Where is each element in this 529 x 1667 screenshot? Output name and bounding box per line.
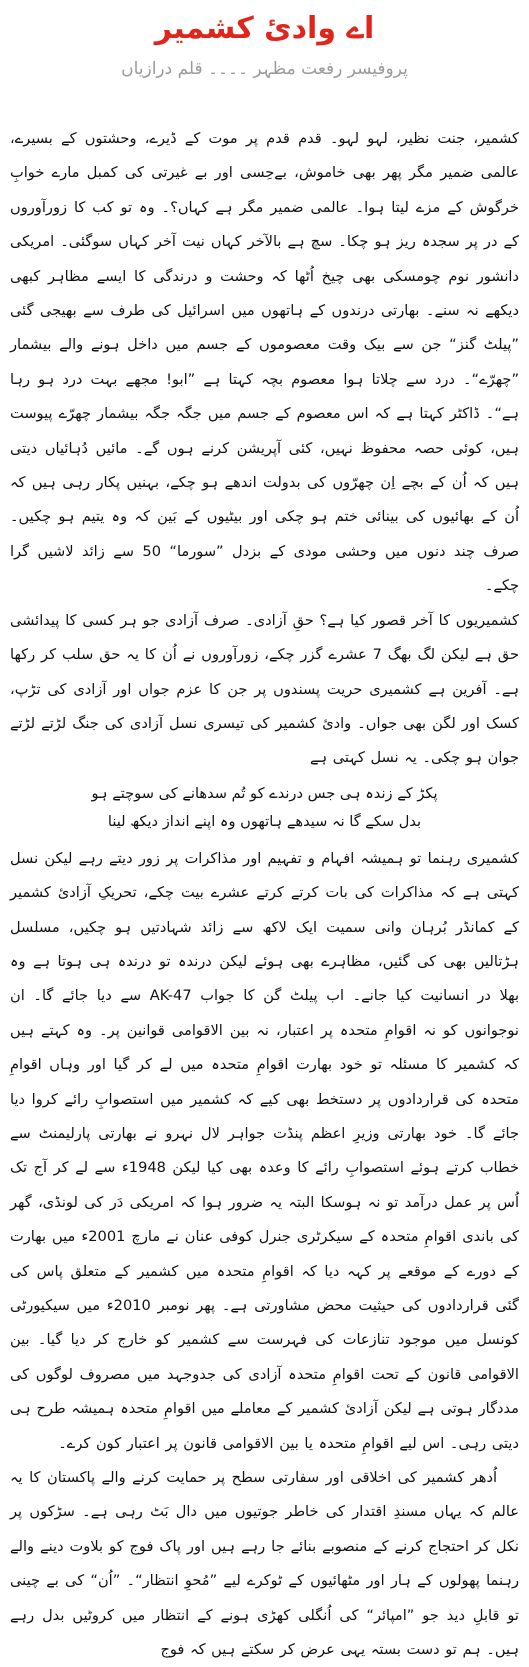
couplet-line-1: پکڑ کے زندہ ہی جس درندے کو تُم سدھانے کی سوچتے ہو xyxy=(91,784,438,802)
article-paragraph-3: کشمیری رہنما تو ہمیشہ افہام و تفہیم اور مذاکرات پر زور دیتے رہے لیکن نسل کہتی ہے کہ مذاکرات کی بات کرتے کرتے عشرے بیت چکے، تحریکِ آزادیٔ کشمیر کے کمانڈر بُرہان وانی سمیت ایک لاکھ سے زائد شہادتیں ہو چکیں، مسلسل ہڑتالیں بھی کی گئیں، مظاہرے بھی ہوئے لیکن درندہ تو درندہ ہی ہوتا ہے وہ بھلا در انسانیت کیا جانے۔ اب پیلٹ گن کا جواب AK-47 سے دیا جائے گا۔ ان نوجوانوں کو نہ اقوامِ متحدہ پر اعتبار، نہ بین الاقوامی قوانین پر۔ وہ کہتے ہیں کہ کشمیر کا مسئلہ تو خود بھارت اقوامِ متحدہ میں لے کر گیا اور وہاں اقوامِ متحدہ کی قراردادوں پر دستخط بھی کیے کہ کشمیر میں استصوابِ رائے کروا دیا جائے گا۔ خود بھارتی وزیرِ اعظم پنڈت جواہر لال نہرو نے بھارتی پارلیمنٹ سے خطاب کرتے ہوئے استصوابِ رائے کا وعدہ بھی کیا لیکن 1948ء سے لے کر آج تک اُس پر عمل درآمد تو نہ ہوسکا البتہ یہ ضرور ہوا کہ امریکی دَر کی لونڈی، گھر کی باندی اقوامِ متحدہ کے سیکرٹری جنرل کوفی عنان نے مارچ 2001ء میں بھارت کے دورے کے موقعے پر کہہ دیا کہ اقوامِ متحدہ میں کشمیر کے متعلق پاس کی گئی قراردادوں کی حیثیت محض مشاورتی ہے۔ پھر نومبر 2010ء میں سیکیورٹی کونسل میں موجود تنازعات کی فہرست سے کشمیر کو خارج کر دیا گیا۔ بین الاقوامی قانون کے تحت اقوامِ متحدہ آزادی کی جدوجہد میں مصروف لوگوں کی مددگار ہوتی ہے لیکن آزادیٔ کشمیر کے معاملے میں اقوامِ متحدہ ہمیشہ طرح ہی دیتی رہی۔ اس لیے اقوامِ متحدہ یا بین الاقوامی قانون پر اعتبار کون کرے۔ xyxy=(10,849,520,1452)
article-paragraph-4: اُدھر کشمیر کی اخلاقی اور سفارتی سطح پر حمایت کرنے والے پاکستان کا یہ عالم کہ یہاں مسندِ اقتدار کی خاطر جوتیوں میں دال بَٹ رہی ہے۔ سڑکوں پر نکل کر احتجاج کرنے کے منصوبے بنائے جا رہے ہیں اور پاک فوج کو بلاوت دینے والے رہنما پھولوں کے ہار اور مٹھائیوں کے ٹوکرے لیے ”مُحوِ انتظار“۔ ”اُن“ کی بے چینی تو قابلِ دید جو ”امپائر“ کی اُنگلی کھڑی ہونے کے انتظار میں کروٹیں بدل رہے ہیں۔ ہم تو دست بستہ یہی عرض کر سکتے ہیں کہ فوج xyxy=(10,1469,519,1659)
article-paragraph-1: کشمیر، جنت نظیر، لہو لہو۔ قدم قدم پر موت کے ڈیرے، وحشتوں کے بسیرے، عالمی ضمیر مگر پھر بھی خاموش، بےحِسی اور بے غیرتی کی کمبل مارے خوابِ خرگوش کے مزے لیتا ہوا۔ عالمی ضمیر مگر ہے کہاں؟۔ وہ تو کب کا زورآوروں کے در پر سجدہ ریز ہو چکا۔ سچ ہے بالآخر کہاں نیت آخر کہاں سوگئی۔ امریکی دانشور نوم چومسکی بھی چیخ اُٹھا کہ وحشت و درندگی کا ایسے مظاہر کبھی دیکھے نہ سنے۔ بھارتی درندوں کے ہاتھوں میں اسرائیل کی طرف سے بھیجی گئی ”پیلٹ گنز“ جن سے بیک وقت معصوموں کے جسم میں داخل ہونے والے بیشمار ”چھرّے“۔ درد سے چلاتا ہوا معصوم بچہ کہتا ہے ”ابو! مجھے بہت درد ہو رہا ہے“۔ ڈاکٹر کہتا ہے کہ اس معصوم کے جسم میں جگہ جگہ بیشمار چھرّے پیوست ہیں، کوئی حصہ محفوظ نہیں، کئی آپریشن کرنے ہوں گے۔ مائیں دُہائیاں دیتی ہیں کہ اُن کے بچے اِن چھرّوں کی بدولت اندھے ہو چکے، بہنیں پکار رہی ہیں کہ اُن کے بھائیوں کی بینائی ختم ہو چکی اور بیٹیوں کے بَین کہ وہ یتیم ہو چکیں۔ صرف چند دنوں میں وحشی مودی کے بزدل ”سورما“ 50 سے زائد لاشیں گرا چکے۔ xyxy=(10,130,520,595)
article-byline: پروفیسر رفعت مظہر ۔۔۔۔ قلم درازیاں xyxy=(121,59,408,79)
couplet-line-2: بدل سکے گا نہ سیدھے ہاتھوں وہ اپنے انداز دیکھ لینا xyxy=(107,812,422,830)
article-paragraph-2: کشمیریوں کا آخر قصور کیا ہے؟ حقِ آزادی۔ صرف آزادی جو ہر کسی کا پیدائشی حق ہے لیکن لگ بھگ 7 عشرے گزر چکے، زورآوروں نے اُن کا یہ حق سلب کر رکھا ہے۔ آفرین ہے کشمیری حریت پسندوں پر جن کا عزم جواں اور آزادی کی تڑپ، کسک اور لگن بھی جواں۔ وادیٔ کشمیر کی تیسری نسل آزادی کی جنگ لڑتے لڑتے جوان ہو چکی۔ یہ نسل کہتی ہے xyxy=(10,611,519,767)
poetry-couplet xyxy=(10,780,519,836)
article-title: اے وادیٔ کشمیر xyxy=(154,11,375,46)
